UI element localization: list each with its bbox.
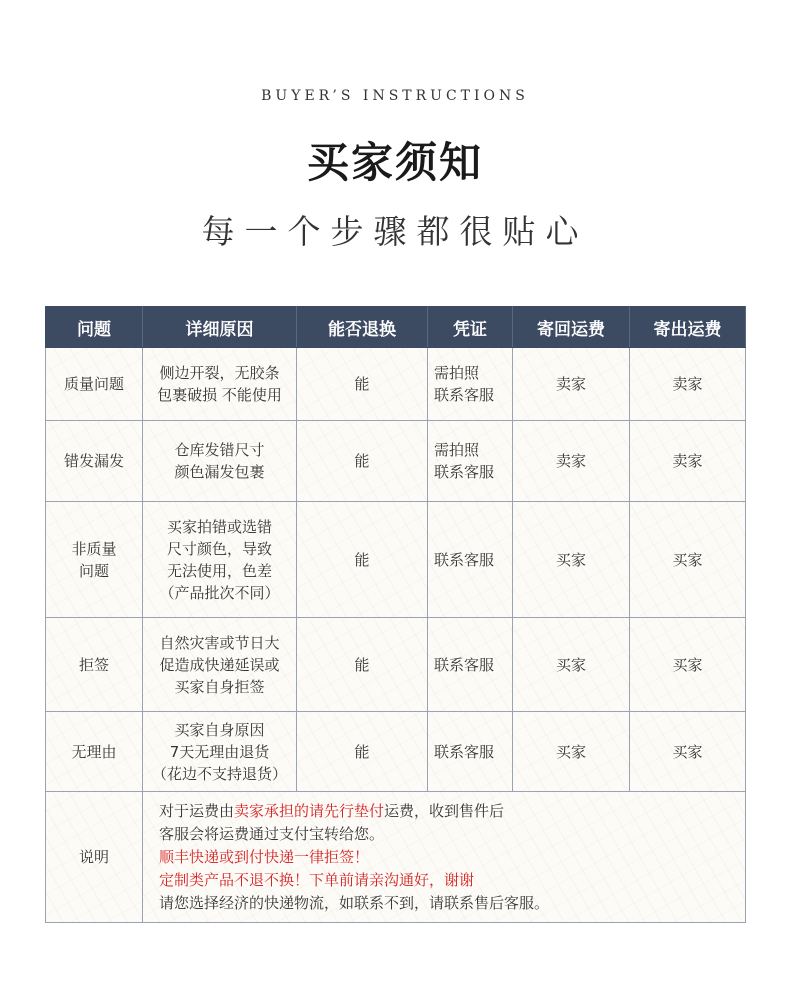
- table-row: [46, 712, 746, 792]
- issue-cell: 无理由: [46, 712, 143, 792]
- english-title: BUYER’S INSTRUCTIONS: [261, 88, 529, 104]
- send-fee-cell: 买家: [630, 712, 746, 792]
- send-fee-cell: 卖家: [630, 348, 746, 421]
- return-fee-cell: 买家: [513, 712, 630, 792]
- table-row: [46, 421, 746, 502]
- column-header-proof: 凭证: [428, 307, 513, 348]
- return-fee-cell: 买家: [513, 618, 630, 712]
- returnable-cell: 能: [297, 348, 428, 421]
- returnable-cell: 能: [297, 712, 428, 792]
- return-fee-cell: 卖家: [513, 421, 630, 502]
- column-header-issue: 问题: [46, 307, 143, 348]
- note-line-4: 定制类产品不退不换！下单前请亲沟通好，谢谢: [159, 870, 475, 889]
- note-line-2: 客服会将运费通过支付宝转给您。: [159, 824, 385, 843]
- column-header-reason: 详细原因: [143, 307, 297, 348]
- reason-cell: 买家拍错或选错 尺寸颜色，导致 无法使用，色差 （产品批次不同）: [143, 502, 297, 618]
- note-line-5: 请您选择经济的快递物流，如联系不到，请联系售后客服。: [159, 893, 550, 912]
- proof-cell: 联系客服: [428, 712, 513, 792]
- proof-cell: 需拍照 联系客服: [428, 421, 513, 502]
- policy-table: [45, 306, 746, 923]
- table-header-row: [46, 307, 746, 348]
- proof-cell: 需拍照 联系客服: [428, 348, 513, 421]
- issue-cell: 质量问题: [46, 348, 143, 421]
- table-row: [46, 348, 746, 421]
- send-fee-cell: 买家: [630, 502, 746, 618]
- issue-cell: 非质量 问题: [46, 502, 143, 618]
- reason-cell: 侧边开裂，无胶条 包裹破损 不能使用: [143, 348, 297, 421]
- page-subtitle: 每一个步骤都很贴心: [201, 212, 589, 251]
- column-header-returnable: 能否退换: [297, 307, 428, 348]
- note-line-3: 顺丰快递或到付快递一律拒签！: [159, 847, 370, 866]
- page-title: 买家须知: [306, 138, 483, 187]
- note-line-1: 对于运费由卖家承担的请先行垫付运费，收到售件后: [159, 801, 505, 820]
- table-row: [46, 502, 746, 618]
- reason-cell: 买家自身原因 7天无理由退货 （花边不支持退货）: [143, 712, 297, 792]
- note-text-cell: [143, 792, 746, 923]
- issue-cell: 错发漏发: [46, 421, 143, 502]
- proof-cell: 联系客服: [428, 618, 513, 712]
- issue-cell: 拒签: [46, 618, 143, 712]
- send-fee-cell: 卖家: [630, 421, 746, 502]
- returnable-cell: 能: [297, 421, 428, 502]
- column-header-return-fee: 寄回运费: [513, 307, 630, 348]
- column-header-send-fee: 寄出运费: [630, 307, 746, 348]
- returnable-cell: 能: [297, 618, 428, 712]
- reason-cell: 自然灾害或节日大 促造成快递延误或 买家自身拒签: [143, 618, 297, 712]
- table-row: [46, 618, 746, 712]
- return-fee-cell: 买家: [513, 502, 630, 618]
- reason-cell: 仓库发错尺寸 颜色漏发包裹: [143, 421, 297, 502]
- proof-cell: 联系客服: [428, 502, 513, 618]
- note-label-cell: 说明: [46, 792, 143, 923]
- returnable-cell: 能: [297, 502, 428, 618]
- return-fee-cell: 卖家: [513, 348, 630, 421]
- note-row: [46, 792, 746, 923]
- send-fee-cell: 买家: [630, 618, 746, 712]
